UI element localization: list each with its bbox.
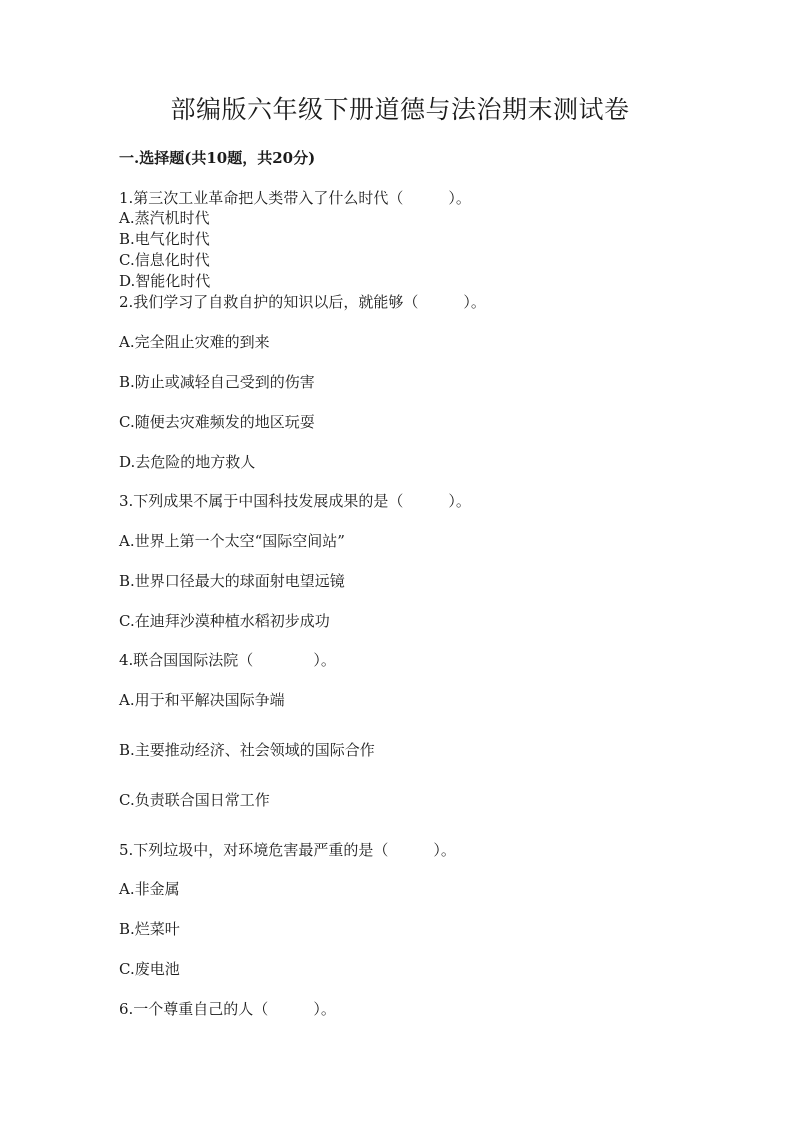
section-heading: 一.选择题(共10题，共20分): [119, 149, 316, 167]
question-6: 6.一个尊重自己的人（ ）。: [119, 1000, 336, 1018]
option-1a: A.蒸汽机时代: [119, 209, 210, 227]
option-2b: B.防止或减轻自己受到的伤害: [119, 373, 315, 391]
option-4b: B.主要推动经济、社会领域的国际合作: [119, 741, 375, 759]
option-3b: B.世界口径最大的球面射电望远镜: [119, 572, 345, 590]
question-3: 3.下列成果不属于中国科技发展成果的是（ ）。: [119, 492, 471, 510]
option-4c: C.负责联合国日常工作: [119, 791, 270, 809]
option-2c: C.随便去灾难频发的地区玩耍: [119, 413, 315, 431]
option-2d: D.去危险的地方救人: [119, 453, 256, 471]
option-3a: A.世界上第一个太空“国际空间站”: [119, 532, 345, 550]
option-1b: B.电气化时代: [119, 230, 210, 248]
question-5: 5.下列垃圾中，对环境危害最严重的是（ ）。: [119, 841, 456, 859]
option-5c: C.废电池: [119, 960, 180, 978]
question-2: 2.我们学习了自救自护的知识以后，就能够（ ）。: [119, 293, 486, 311]
option-1c: C.信息化时代: [119, 251, 210, 269]
option-5a: A.非金属: [119, 880, 180, 898]
option-3c: C.在迪拜沙漠种植水稻初步成功: [119, 612, 330, 630]
question-1: 1.第三次工业革命把人类带入了什么时代（ ）。: [119, 189, 471, 207]
page-title: 部编版六年级下册道德与法治期末测试卷: [170, 95, 630, 124]
option-1d: D.智能化时代: [119, 272, 211, 290]
option-5b: B.烂菜叶: [119, 920, 180, 938]
option-4a: A.用于和平解决国际争端: [119, 691, 285, 709]
question-4: 4.联合国国际法院（ ）。: [119, 651, 336, 669]
option-2a: A.完全阻止灾难的到来: [119, 333, 270, 351]
